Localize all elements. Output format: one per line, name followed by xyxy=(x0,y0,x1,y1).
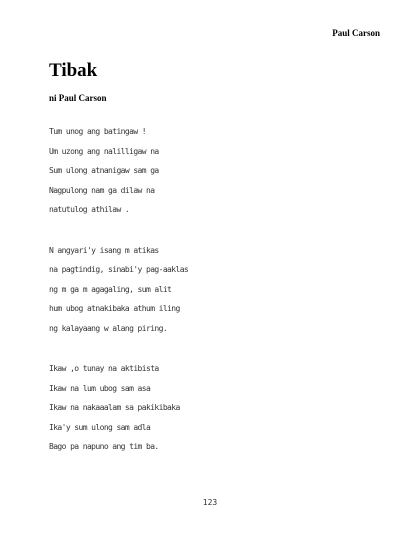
poem-line: Ikaw na nakaaalam sa pakikibaka xyxy=(49,403,180,412)
page-number: 123 xyxy=(202,498,218,507)
poem-line: Sum ulong atnanigaw sam ga xyxy=(49,166,159,175)
stanza-2 xyxy=(49,241,379,339)
poem-body xyxy=(49,122,379,478)
poem-line: Ikaw na lum ubog sam asa xyxy=(49,383,151,393)
stanza-3 xyxy=(49,359,379,457)
poem-line: Ika'y sum ulong sam adla xyxy=(49,422,151,432)
running-head-author: Paul Carson xyxy=(332,28,380,38)
poem-line: na pagtindig, sinabi'y pag-aaklas xyxy=(49,265,189,274)
poem-line: natutulog athilaw . xyxy=(49,205,130,214)
poem-line: Um uzong ang nalilligaw na xyxy=(49,146,159,156)
poem-line: ng m ga m agagaling, sum alit xyxy=(49,284,172,294)
poem-byline: ni Paul Carson xyxy=(49,93,107,103)
poem-line: hum ubog atnakibaka athum iling xyxy=(49,304,180,313)
poem-title: Tibak xyxy=(49,60,98,81)
poem-line: Ikaw ,o tunay na aktibista xyxy=(49,364,159,373)
stanza-1 xyxy=(49,122,379,220)
poem-line: Tum unog ang batingaw ! xyxy=(49,127,146,136)
poem-line: Bago pa napuno ang tim ba. xyxy=(49,442,159,451)
poem-line: N angyari'y isang m atikas xyxy=(49,245,159,255)
poem-line: ng kalayaang w alang piring. xyxy=(49,323,168,333)
poem-line: Nagpulong nam ga dilaw na xyxy=(49,185,155,195)
